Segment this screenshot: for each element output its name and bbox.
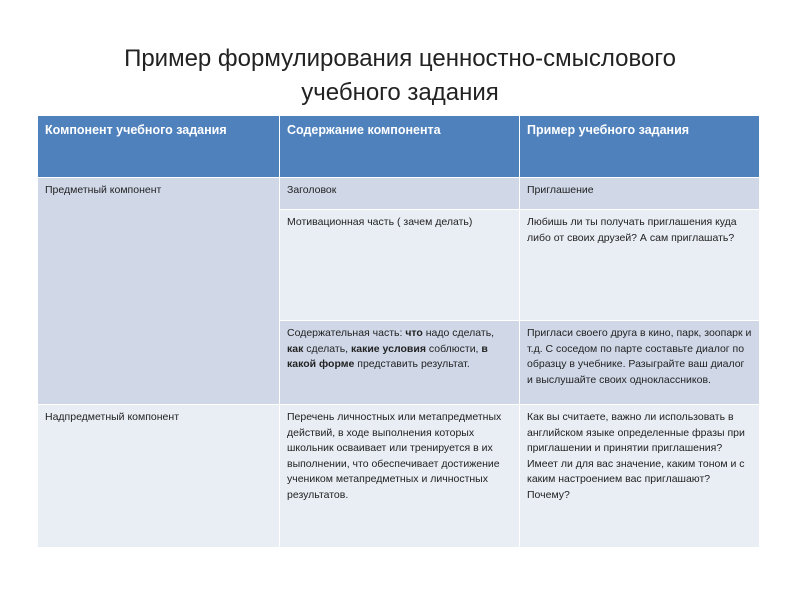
cell-example: Приглашение bbox=[520, 178, 760, 210]
table-header-row bbox=[38, 116, 760, 178]
cell-component-subject: Предметный компонент bbox=[38, 178, 280, 405]
cell-content: Заголовок bbox=[280, 178, 520, 210]
cell-content-structured: Содержательная часть: что надо сделать, как сделать, какие условия соблюсти, в какой форме представить результат. bbox=[280, 321, 520, 405]
title-line-2: учебного задания bbox=[301, 79, 499, 106]
table-row bbox=[38, 178, 760, 210]
cell-content: Мотивационная часть ( зачем делать) bbox=[280, 210, 520, 321]
header-content: Содержание компонента bbox=[280, 116, 520, 178]
cell-content: Перечень личностных или метапредметных действий, в ходе выполнения которых школьник осваивает или тренируется в их выполнении, что обеспечивает достижение учеником метапредметных и личностных результатов. bbox=[280, 405, 520, 548]
slide-title bbox=[40, 42, 760, 110]
cell-component-meta: Надпредметный компонент bbox=[38, 405, 280, 548]
cell-example: Пригласи своего друга в кино, парк, зоопарк и т.д. С соседом по парте составьте диалог по образцу в учебнике. Разыграйте ваш диалог и выслушайте своих одноклассников. bbox=[520, 321, 760, 405]
cell-example: Любишь ли ты получать приглашения куда либо от своих друзей? А сам приглашать? bbox=[520, 210, 760, 321]
task-table bbox=[37, 115, 760, 548]
table-row bbox=[38, 405, 760, 548]
cell-example: Как вы считаете, важно ли использовать в английском языке определенные фразы при приглашении и принятии приглашения? Имеет ли для вас значение, каким тоном и с каким настроением вас приглашают? Почему? bbox=[520, 405, 760, 548]
header-example: Пример учебного задания bbox=[520, 116, 760, 178]
title-line-1: Пример формулирования ценностно-смыслового bbox=[124, 45, 676, 72]
header-component: Компонент учебного задания bbox=[38, 116, 280, 178]
